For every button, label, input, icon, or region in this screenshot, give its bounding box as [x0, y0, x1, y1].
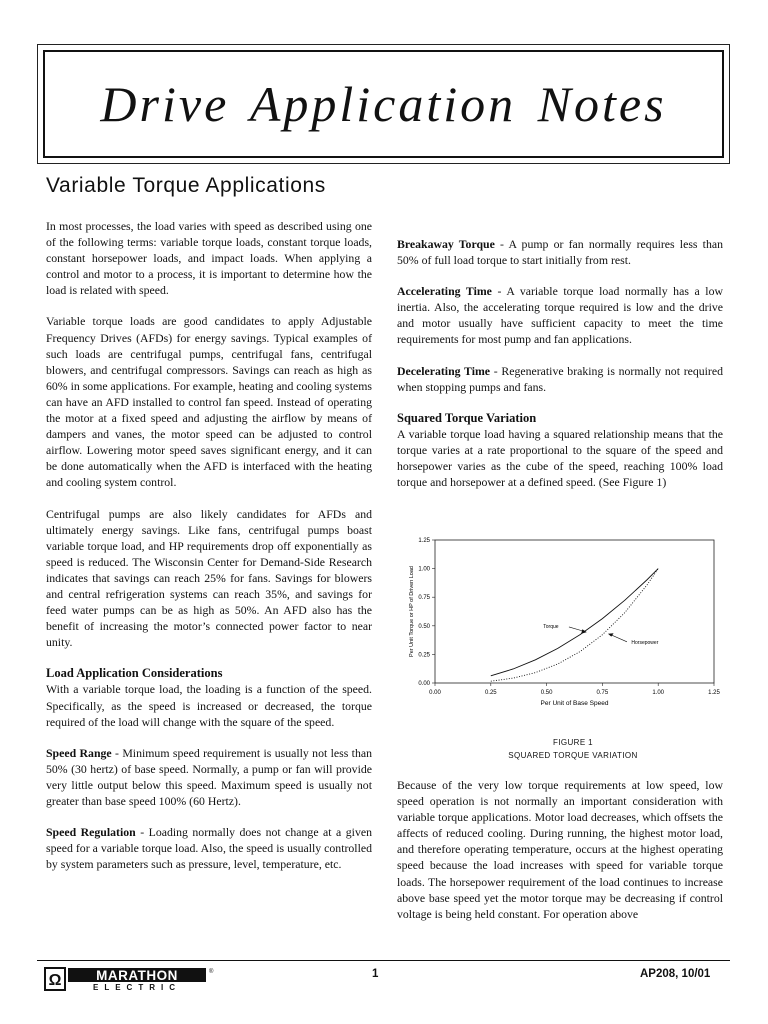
x-tick-label: 0.25 — [484, 690, 497, 696]
annotation-horsepower-arrowhead — [608, 633, 614, 636]
term-speed-regulation: Speed Regulation — [46, 825, 136, 840]
term-breakaway: Breakaway Torque — [397, 237, 495, 251]
figure-label: FIGURE 1 — [552, 738, 594, 747]
plot-frame — [435, 540, 714, 683]
paragraph-speed-regulation — [46, 824, 372, 872]
left-column — [46, 218, 372, 887]
series-line-horsepower — [491, 569, 658, 682]
svg-text:ELECTRIC: ELECTRIC — [93, 983, 181, 992]
paragraph: Centrifugal pumps are also likely candidates for AFDs and ultimately energy savings. Like fans, centrifugal pumps boast variable torque load, and HP requirements drop off exponentially as speed is reduced. The Wisconsin Center for Demand-Side Research indicates that savings can reach 25% for fans. Savings for blowers and central refrigeration systems can reach 35%, and savings for feed water pumps can be as high as 50%. An AFD also has the benefit of increasing the motor’s connected power factor to near unity. — [46, 506, 372, 650]
figure-title: SQUARED TORQUE VARIATION — [508, 751, 638, 760]
marathon-electric-logo — [44, 967, 212, 991]
paragraph-accelerating — [397, 283, 723, 347]
x-tick-label: 1.25 — [708, 690, 720, 696]
paragraph: In most processes, the load varies with speed as described using one of the following terms: variable torque loads, constant torque loads, constant horsepower loads, and impact loads. When applying a control and motor to a process, it is important to determine how the load is related with speed. — [46, 219, 372, 298]
paragraph-squared-torque: A variable torque load having a squared relationship means that the torque varies at a rate proportional to the square of the speed and horsepower varies as the cube of the speed, reaching 100% load torque and horsepower at a defined speed. (See Figure 1) — [397, 426, 723, 490]
svg-text:Ω: Ω — [48, 972, 62, 989]
figure-chart — [397, 530, 727, 765]
figure-caption — [397, 736, 749, 762]
annotation-horsepower-label: Horsepower — [631, 640, 659, 647]
heading-squared-torque: Squared Torque Variation — [397, 410, 537, 425]
svg-text:MARATHON: MARATHON — [96, 968, 178, 983]
document-title: Drive Application Notes — [100, 76, 667, 132]
x-axis-label: Per Unit of Base Speed — [540, 700, 609, 707]
right-column-continued — [397, 777, 723, 922]
y-tick-label: 0.25 — [418, 652, 430, 659]
annotation-horsepower-arrow — [611, 635, 627, 642]
heading-load-application: Load Application Considerations — [46, 666, 223, 681]
x-tick-label: 0.75 — [596, 690, 609, 696]
text-speed-range: - Minimum speed requirement is usually not less than 50% (30 hertz) of base speed. Normally, a pump or fan will provide very little output below this speed. Maximum speed is usually not greater than base speed 100% (60 Hertz). — [46, 745, 372, 808]
paragraph-breakaway — [397, 236, 723, 268]
term-speed-range: Speed Range — [46, 745, 112, 760]
y-tick-label: 1.25 — [418, 538, 430, 544]
text-decelerating: - Regenerative braking is normally not required when stopping pumps and fans. — [397, 363, 723, 394]
text-accelerating: - A variable torque load normally has a low inertia. Also, the accelerating torque required is low and the drive and motor usually have sufficient capacity to meet the time requirements for most pump and fan applications. — [397, 284, 724, 347]
paragraph-speed-range — [46, 745, 372, 809]
document-reference: AP208, 10/01 — [640, 968, 711, 980]
term-decelerating: Decelerating Time — [397, 363, 491, 378]
term-accelerating: Accelerating Time — [397, 284, 492, 299]
y-axis-label: Per Unit Torque or HP of Driven Load — [409, 566, 415, 657]
chart-svg — [397, 530, 727, 730]
section-title: Variable Torque Applications — [46, 174, 326, 197]
annotation-torque-label: Torque — [543, 623, 559, 630]
paragraph-decelerating — [397, 363, 723, 395]
paragraph: Variable torque loads are good candidates to apply Adjustable Frequency Drives (AFDs) for energy savings. Typical examples of such loads are centrifugal pumps, centrifugal fans, centrifugal blowers, and centrifugal compressors. Savings can reach as high as 60% in some applications. For example, heating and cooling systems can have an AFD installed to control fan speed. Instead of operating the motor at a fixed speed and adjusting the airflow by means of dampers and vanes, the motor speed can be adjusted to control airflow. Lowering motor speed saves significant energy, and it can be done automatically when the AFD is interfaced with the heating and cooling system control. — [46, 314, 372, 490]
text-breakaway: - A pump or fan normally requires less than 50% of full load torque to start initially from rest. — [397, 237, 723, 268]
x-tick-label: 0.50 — [540, 690, 553, 696]
y-tick-label: 0.75 — [418, 595, 430, 602]
y-tick-label: 0.50 — [418, 623, 430, 630]
paragraph: With a variable torque load, the loading is a function of the speed. Specifically, as the speed is increased or decreased, the torque required of the load will change with the square of the speed. — [46, 682, 372, 729]
y-tick-label: 1.00 — [418, 566, 430, 573]
svg-text:®: ® — [209, 969, 214, 975]
paragraph: Because of the very low torque requirements at low speed, low speed operation is not normally an important consideration with variable torque applications. Motor load decreases, which offsets the affects of reduced cooling. During running, the highest motor load, and therefore operating temperature, occurs at the highest operating speed because the load increases with speed for variable torque loads. The horsepower requirement of the load continues to increase above base speed yet the motor torque may be decreasing if control voltage is being held constant. For operation above — [397, 778, 723, 921]
right-column — [397, 236, 723, 490]
banner — [43, 50, 724, 158]
series-line-torque — [491, 569, 658, 676]
x-tick-label: 0.00 — [429, 690, 441, 696]
page-number: 1 — [372, 968, 379, 980]
y-tick-label: 0.00 — [418, 681, 430, 687]
footer-rule — [37, 960, 730, 961]
text-speed-regulation: - Loading normally does not change at a given speed for a variable torque load. Also, the speed is usually controlled by system parameters such as pressure, level, temperature, etc. — [46, 825, 372, 872]
x-tick-label: 1.00 — [652, 690, 665, 696]
